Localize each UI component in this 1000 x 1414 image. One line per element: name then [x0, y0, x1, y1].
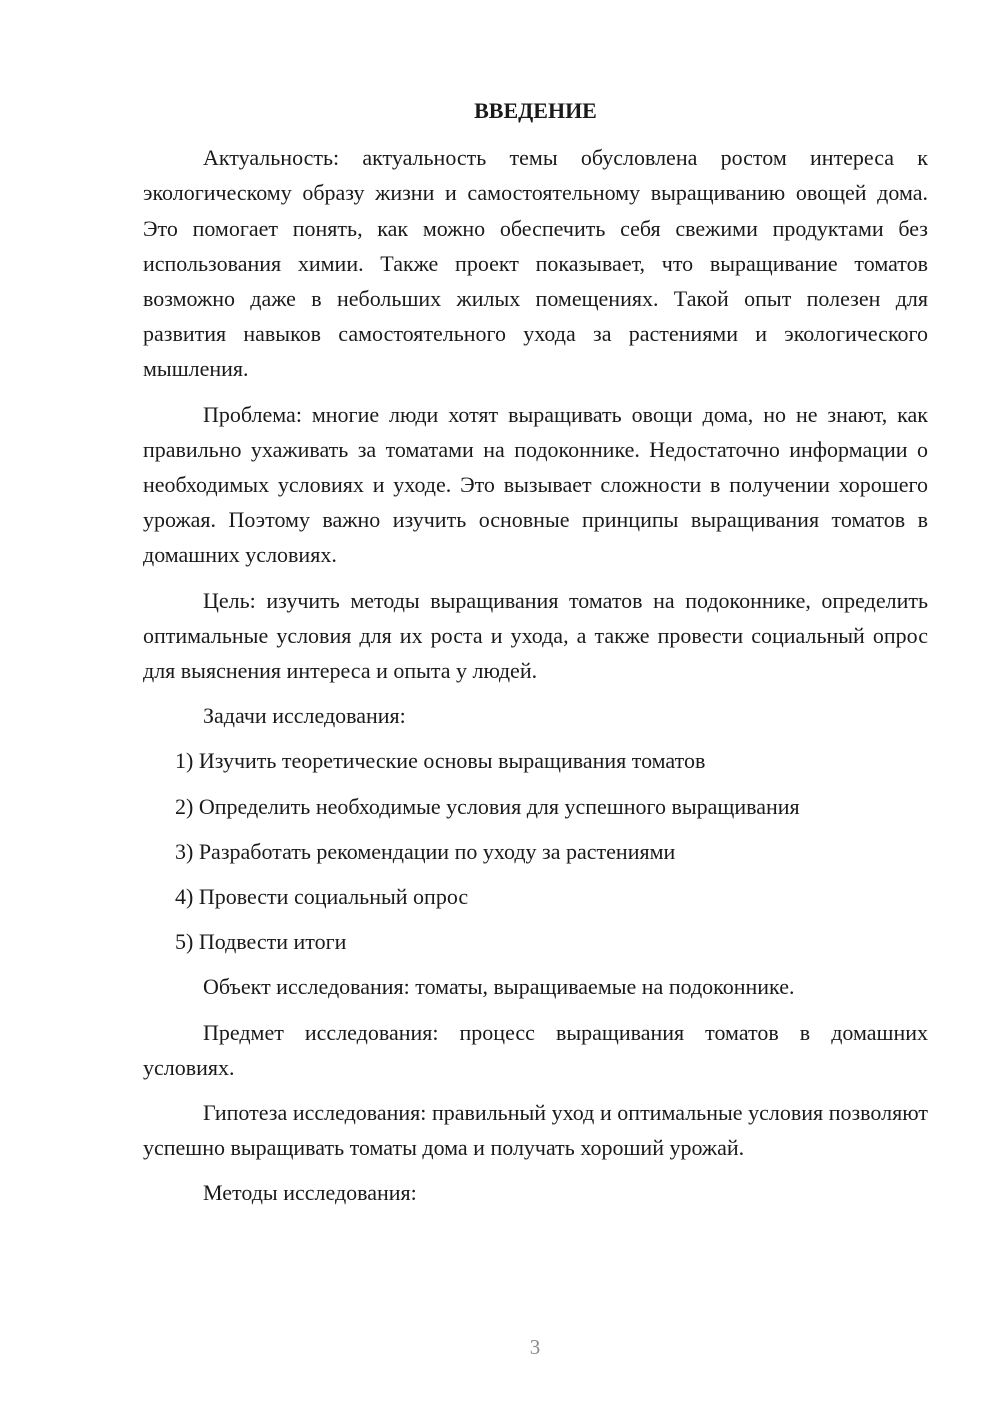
tasks-list	[143, 743, 928, 959]
section-heading: ВВЕДЕНИЕ	[474, 98, 597, 123]
tasks-title: Задачи исследования:	[203, 703, 406, 729]
page-content	[143, 93, 928, 1221]
paragraph-hypothesis: Гипотеза исследования: правильный уход и оптимальные условия позволяют успешно выращивать томаты дома и получать хороший урожай.	[143, 1100, 928, 1161]
list-item: 5) Подвести итоги	[175, 929, 347, 955]
paragraph-problem: Проблема: многие люди хотят выращивать овощи дома, но не знают, как правильно ухаживать за томатами на подоконнике. Недостаточно информации о необходимых условиях и уходе. Это вызывает сложности в получении хорошего урожая. Поэтому важно изучить основные принципы выращивания томатов в домашних условиях.	[143, 401, 928, 568]
methods-title: Методы исследования:	[203, 1180, 417, 1206]
paragraph-relevance: Актуальность: актуальность темы обусловлена ростом интереса к экологическому образу жизни и самостоятельному выращиванию овощей дома. Это помогает понять, как можно обеспечить себя свежими продуктами без использования химии. Также проект показывает, что выращивание томатов возможно даже в небольших жилых помещениях. Такой опыт полезен для развития навыков самостоятельного ухода за растениями и экологического мышления.	[143, 145, 928, 382]
list-item: 3) Разработать рекомендации по уходу за растениями	[175, 838, 676, 864]
list-item: 2) Определить необходимые условия для успешного выращивания	[175, 793, 800, 819]
paragraph-goal: Цель: изучить методы выращивания томатов на подоконнике, определить оптимальные условия для их роста и ухода, а также провести социальный опрос для выяснения интереса и опыта у людей.	[143, 587, 928, 684]
paragraph-subject: Предмет исследования: процесс выращивания томатов в домашних условиях.	[143, 1019, 928, 1080]
paragraph-object: Объект исследования: томаты, выращиваемые на подоконнике.	[203, 974, 795, 1000]
list-item: 1) Изучить теоретические основы выращивания томатов	[175, 748, 706, 774]
page-number: 3	[529, 1335, 541, 1359]
list-item: 4) Провести социальный опрос	[175, 884, 469, 910]
